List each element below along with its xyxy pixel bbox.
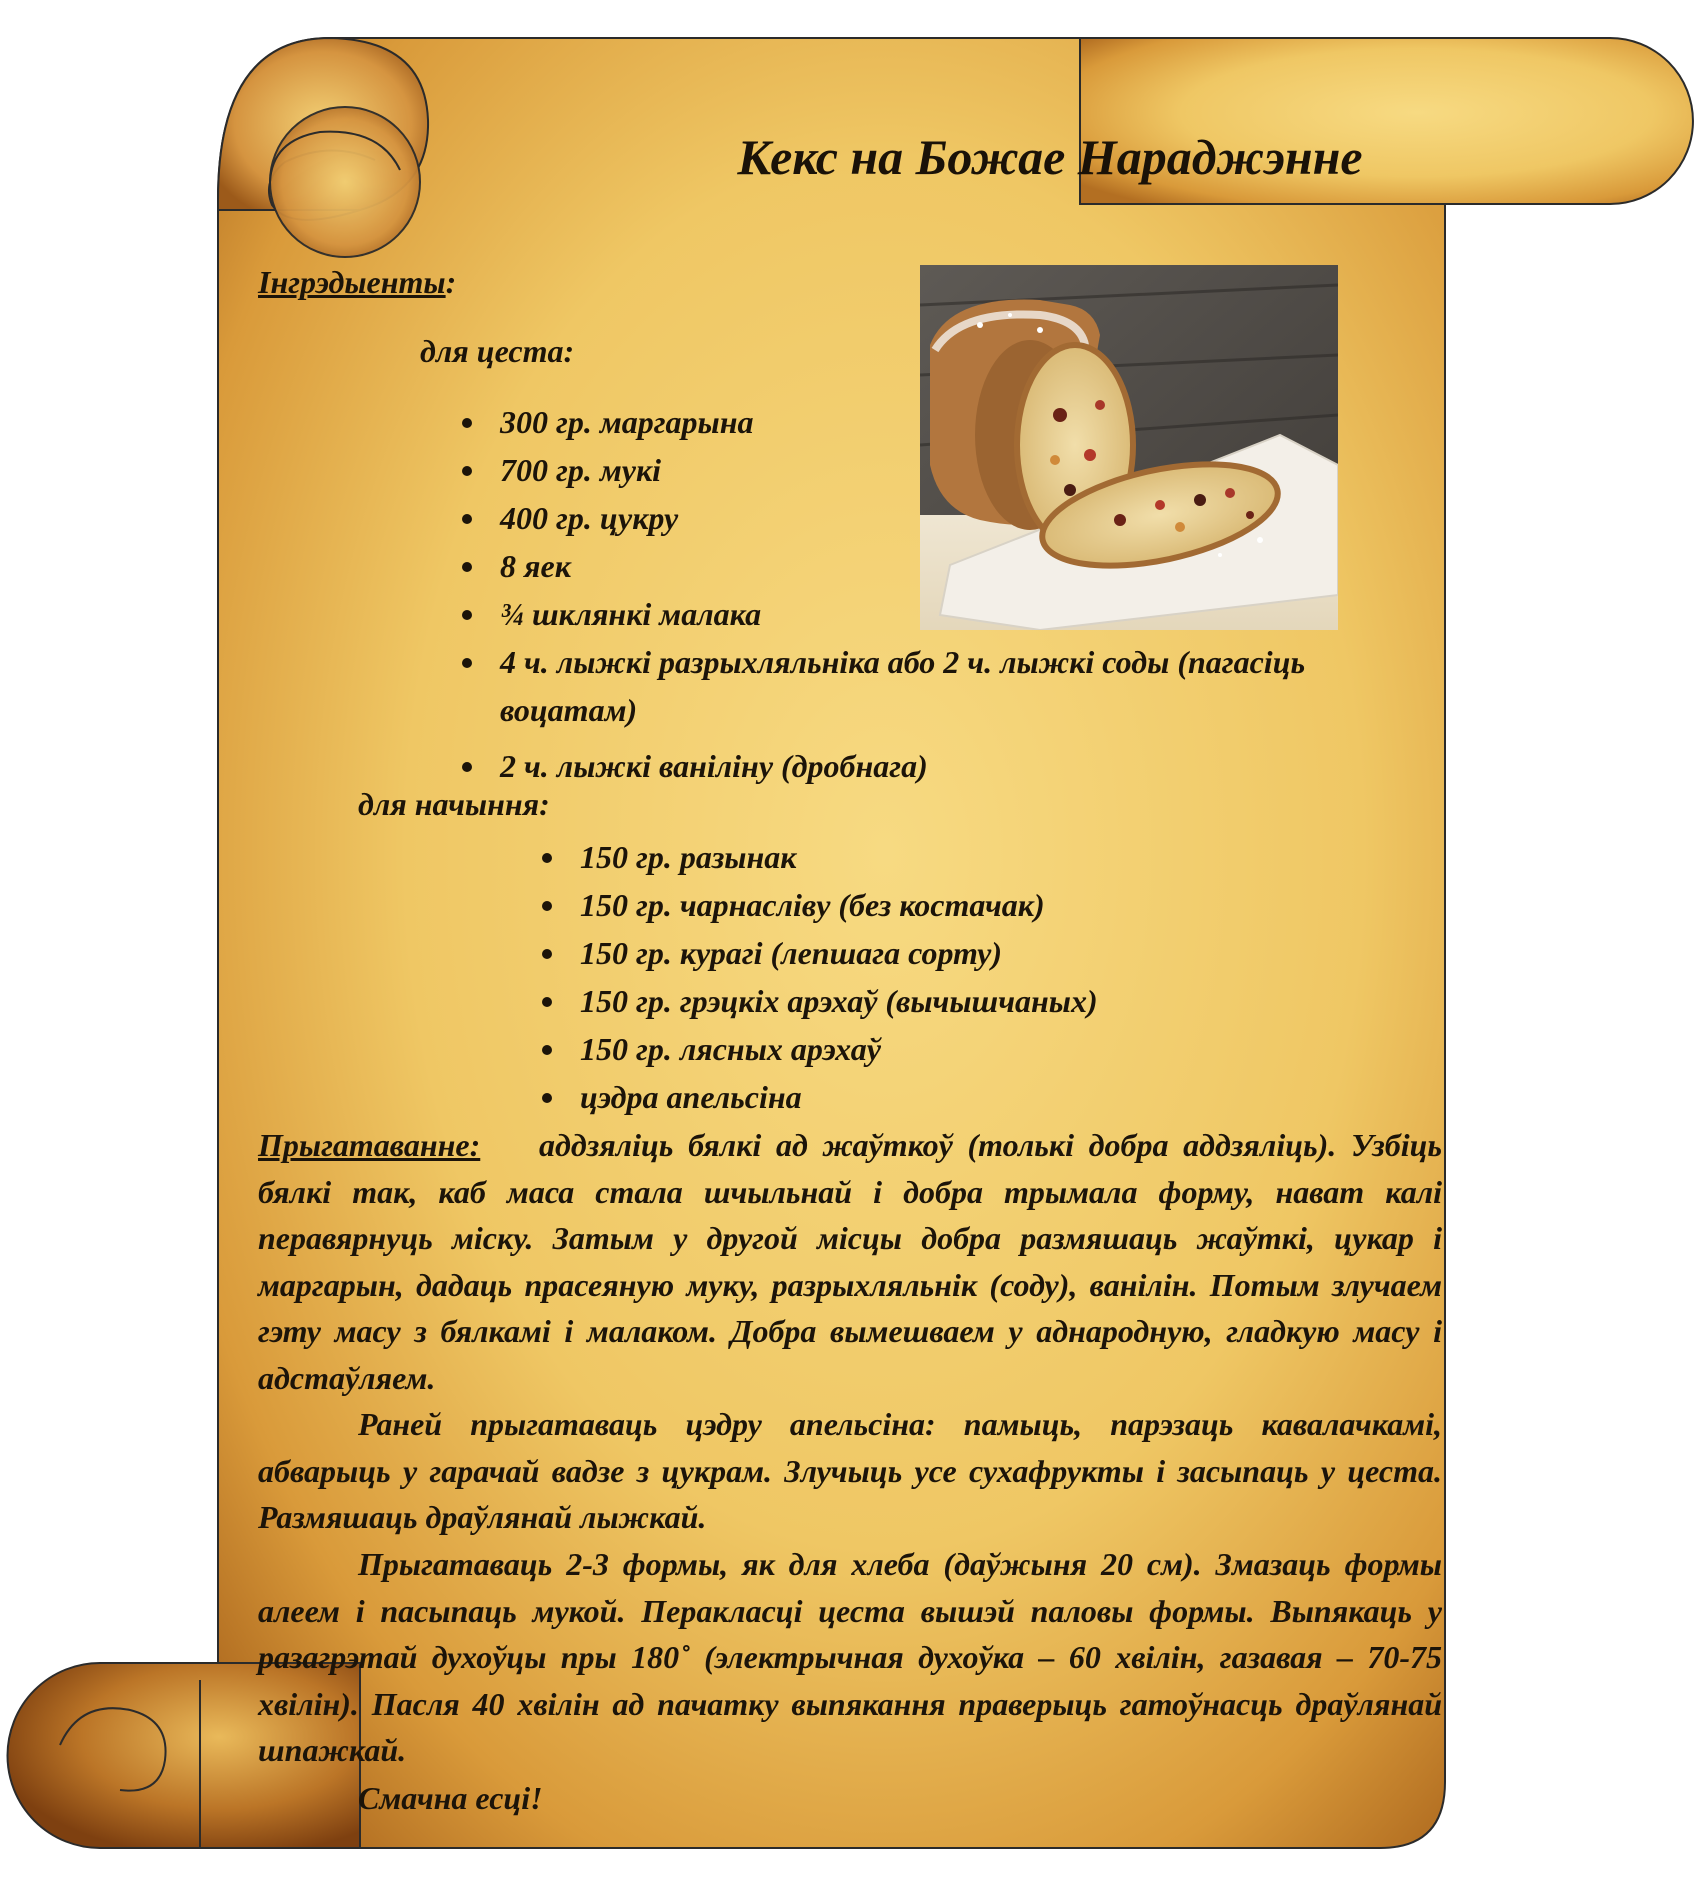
cake-photo <box>920 265 1338 630</box>
preparation-text-1: аддзяліць бялкі ад жаўткоў (толькі добра аддзяліць). Узбіць бялкі так, каб маса стала шчыльнай і добра трымала форму, нават калі перавярнуць міску. Затым у другой місцы добра размяшаць жаўткі, цукар і маргарын, дадаць прасеяную муку, разрыхляльнік (соду), ванілін. Потым злучаем гэту масу з бялкамі і малаком. Добра вымешваем у аднародную, гладкую масу і адстаўляем. <box>258 1127 1442 1396</box>
filling-label: для начыння: <box>358 786 550 822</box>
preparation-paragraph-2 <box>258 1401 1442 1541</box>
ingredients-heading-colon: : <box>445 264 457 300</box>
preparation-heading: Прыгатаванне: <box>258 1127 481 1163</box>
list-item: ¾ шклянкі малака <box>460 590 1450 638</box>
preparation-paragraph-1 <box>258 1122 1442 1401</box>
list-item: 4 ч. лыжкі разрыхляльніка або 2 ч. лыжкі соды (пагасіць воцатам) <box>460 638 1440 734</box>
list-item: 300 гр. маргарына <box>460 398 1450 446</box>
recipe-title: Кекс на Божае Нараджэнне <box>737 129 1363 185</box>
closing-text: Смачна есці! <box>358 1780 543 1816</box>
list-item: 8 яек <box>460 542 1450 590</box>
list-item: 150 гр. лясных арэхаў <box>540 1025 1440 1073</box>
ingredients-heading: Інгрэдыенты <box>258 264 446 300</box>
list-item: 400 гр. цукру <box>460 494 1450 542</box>
list-item: 150 гр. чарнасліву (без костачак) <box>540 881 1440 929</box>
preparation-text-3: Прыгатаваць 2-3 формы, як для хлеба (даўжыня 20 см). Змазаць формы алеем і пасыпаць мукой. Перакласці цеста вышэй паловы формы. Выпякаць у разагрэтай духоўцы пры 180˚ (электрычная духоўка – 60 хвілін, газавая – 70-75 хвілін). Пасля 40 хвілін ад пачатку выпякання праверыць гатоўнасць драўлянай шпажкай. <box>258 1546 1442 1768</box>
list-item: 700 гр. мукі <box>460 446 1450 494</box>
list-item: 150 гр. курагі (лепшага сорту) <box>540 929 1440 977</box>
list-item: 2 ч. лыжкі ваніліну (дробнага) <box>460 742 1450 790</box>
cake-photo-illustration <box>920 265 1338 630</box>
dough-label: для цеста: <box>420 333 575 369</box>
list-item: 150 гр. грэцкіх арэхаў (вычышчаных) <box>540 977 1440 1025</box>
filling-list <box>540 833 1440 1121</box>
list-item: цэдра апельсіна <box>540 1073 1440 1121</box>
preparation-paragraph-3 <box>258 1541 1442 1774</box>
list-item: 150 гр. разынак <box>540 833 1440 881</box>
preparation-text-2: Раней прыгатаваць цэдру апельсіна: памыць, парэзаць кавалачкамі, абварыць у гарачай вадзе з цукрам. Злучыць усе сухафрукты і засыпаць у цеста. Размяшаць драўлянай лыжкай. <box>258 1406 1442 1535</box>
ingredients-heading-line <box>258 258 456 306</box>
